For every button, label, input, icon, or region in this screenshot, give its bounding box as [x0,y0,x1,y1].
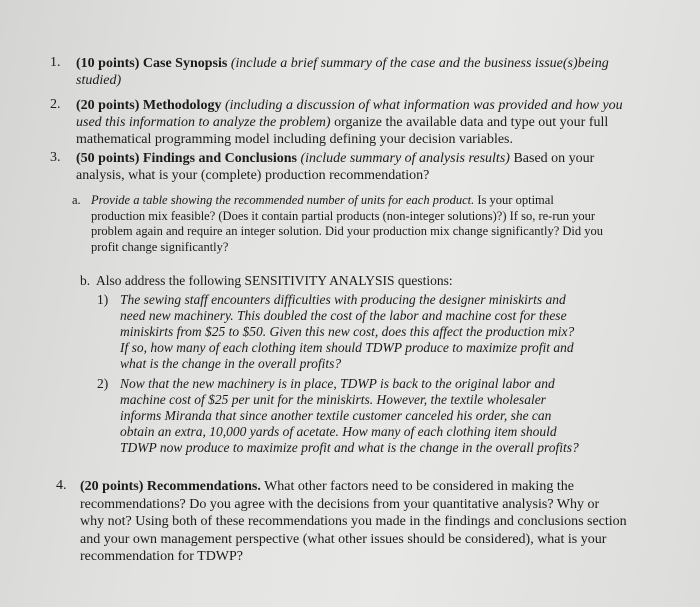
q3-italic-1: (include summary of analysis results) [300,151,510,166]
q2-italic-1: (including a discussion of what information was provided and how you [224,98,623,113]
question-3 [76,150,594,184]
question-4 [80,478,627,566]
sens-2-line: machine cost of $25 per unit for the miniskirts. However, the textile wholesaler [120,392,546,407]
q4-line: why not? Using both of these recommendations you made in the findings and conclusions section [80,514,627,529]
sens-1-line: The sewing staff encounters difficulties with producing the designer miniskirts and [120,292,566,307]
sens-2-line: TDWP now produce to maximize profit and what is the change in the overall profits? [120,440,579,455]
q4-heading: (20 points) Recommendations. [80,479,261,494]
q3a-text-2: production mix feasible? (Does it contain partial products (non-integer solutions)?) If so, re-run your [91,208,596,223]
q4-line: recommendations? Do you agree with the decisions from your quantitative analysis? Why or [80,496,600,512]
question-2 [76,97,623,148]
sens-1-marker: 1) [97,292,109,307]
q4-line: and your own management perspective (what other issues should be considered), what is your [80,531,607,547]
q3-text-1: Based on your [513,151,595,166]
q4-line: recommendation for TDWP? [80,549,244,564]
q3-number: 3. [50,150,61,165]
q2-heading: (20 points) Methodology [76,98,222,113]
q2-text-3: mathematical programming model including defining your decision variables. [76,132,513,147]
q2-number: 2. [50,97,61,112]
q1-italic-1: (include a brief summary of the case and the business issue(s)being [230,56,609,71]
sens-2-line: informs Miranda that since another textile customer canceled his order, she can [120,408,552,423]
q1-heading: (10 points) Case Synopsis [76,56,228,71]
q3b-marker: b. [80,273,91,288]
q3a-italic: Provide a table showing the recommended number of units for each product. [91,193,475,207]
q2-italic-2: used this information to analyze the problem) [76,115,331,130]
sensitivity-question-1 [120,292,574,372]
sens-2-marker: 2) [97,376,109,391]
q3a-text-3: problem again and require an integer solution. Did your production mix change significantly? Did you [91,224,604,238]
sens-2-line: Now that the new machinery is in place, TDWP is back to the original labor and [120,376,555,391]
sens-1-line: If so, how many of each clothing item should TDWP produce to maximize profit and [120,340,574,355]
sens-1-line: need new machinery. This doubled the cost of the labor and machine cost for these [120,308,567,323]
q3-heading: (50 points) Findings and Conclusions [76,151,297,166]
q1-number: 1. [50,55,61,70]
sens-1-line: what is the change in the overall profits? [120,356,342,371]
q3-text-2: analysis, what is your (complete) production recommendation? [76,168,430,183]
q2-text-2: organize the available data and type out your full [334,115,609,130]
q3a-text-4: profit change significantly? [91,239,229,254]
question-1 [76,55,609,89]
sens-1-line: miniskirts from $25 to $50. Given this new cost, does this affect the production mix? [120,324,575,339]
q4-text-1: What other factors need to be considered in making the [264,479,574,494]
q3b-text: Also address the following SENSITIVITY ANALYSIS questions: [96,273,453,288]
q1-italic-2: studied) [76,73,122,88]
question-3a [91,193,603,255]
sensitivity-question-2 [120,376,579,456]
q3a-text-1: Is your optimal [477,193,554,207]
q3a-marker: a. [72,193,81,207]
question-3b [96,273,453,289]
sens-2-line: obtain an extra, 10,000 yards of acetate. How many of each clothing item should [120,424,557,439]
q4-number: 4. [56,478,67,493]
